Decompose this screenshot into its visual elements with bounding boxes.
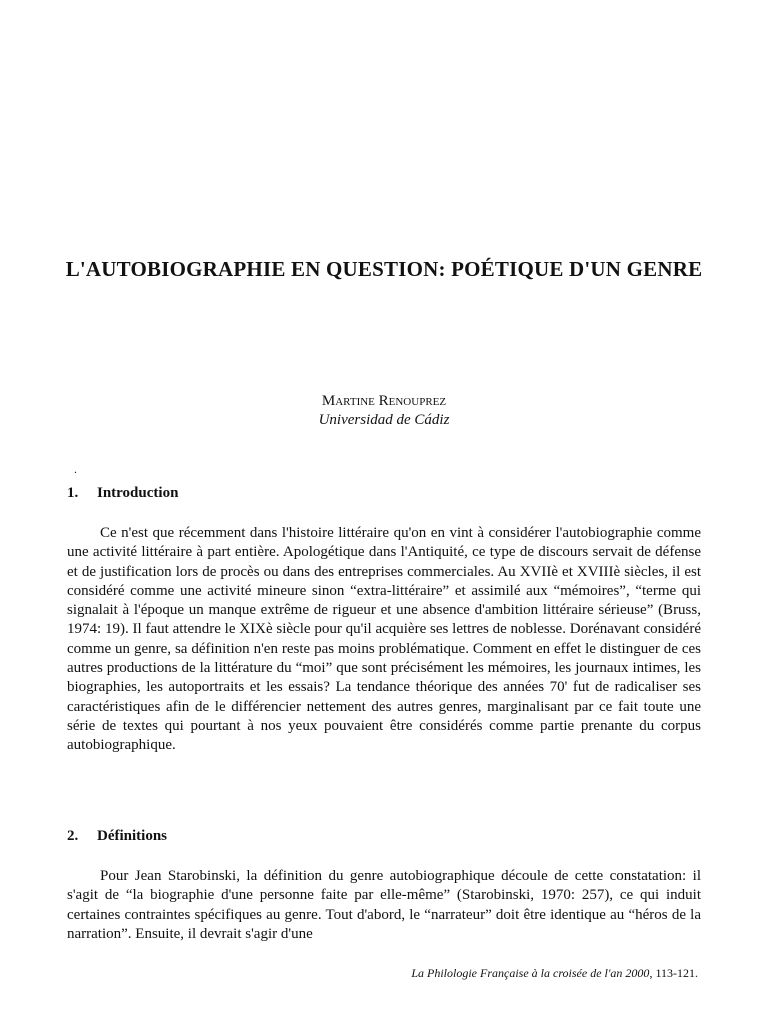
footer-pages: , 113-121. (649, 966, 698, 980)
section-heading-introduction (67, 485, 178, 502)
page-footer (411, 966, 698, 981)
section-number: 1. (67, 485, 79, 501)
section-title: Introduction (97, 485, 179, 501)
footer-journal: La Philologie Française à la croisée de l'an 2000 (411, 966, 650, 980)
author-affiliation: Universidad de Cádiz (318, 412, 450, 428)
paragraph-introduction: Ce n'est que récemment dans l'histoire littéraire qu'on en vint à considérer l'autobiographie comme une activité littéraire à part entière. Apologétique dans l'Antiquité, ce type de discours servait de défense et de justification lors de procès ou dans des entreprises commerciales. Au XVIIè et XVIIIè siècles, il est considéré comme une activité mineure sinon “extra-littéraire” et assimilé aux “mémoires”, “terme qui signalait à l'époque un manque extrême de rigueur et une absence d'ambition littéraire sérieuse” (Bruss, 1974: 19). Il faut attendre le XIXè siècle pour qu'il acquière ses lettres de noblesse. Dorénavant considéré comme un genre, sa définition n'en reste pas moins problématique. Comment en effet le distinguer de ces autres productions de la littérature du “moi” que sont précisément les mémoires, les journaux intimes, les biographies, les autoportraits et les essais? La tendance théorique des années 70' fut de radicaliser ses caractéristiques afin de le différencier nettement des autres genres, marginalisant par ce fait toute une série de textes qui pourtant à nos yeux pouvaient être considérés comme partie prenante du corpus autobiographique. (67, 525, 701, 754)
stray-mark: . (74, 462, 77, 476)
author-block (0, 392, 768, 430)
paragraph-definitions: Pour Jean Starobinski, la définition du genre autobiographique découle de cette constatation: il s'agit de “la biographie d'une personne faite par elle-même” (Starobinski, 1970: 257), ce qui induit certaines contraintes spécifiques au genre. Tout d'abord, le “narrateur” doit être identique au “héros de la narration”. Ensuite, il devrait s'agir d'une (67, 868, 701, 942)
article-title: L'AUTOBIOGRAPHIE EN QUESTION: POÉTIQUE D'UN GENRE (65, 257, 703, 281)
section-number: 2. (67, 828, 79, 844)
section-title: Définitions (97, 828, 168, 844)
section-heading-definitions (67, 828, 167, 845)
author-name: Martine Renouprez (321, 393, 447, 409)
